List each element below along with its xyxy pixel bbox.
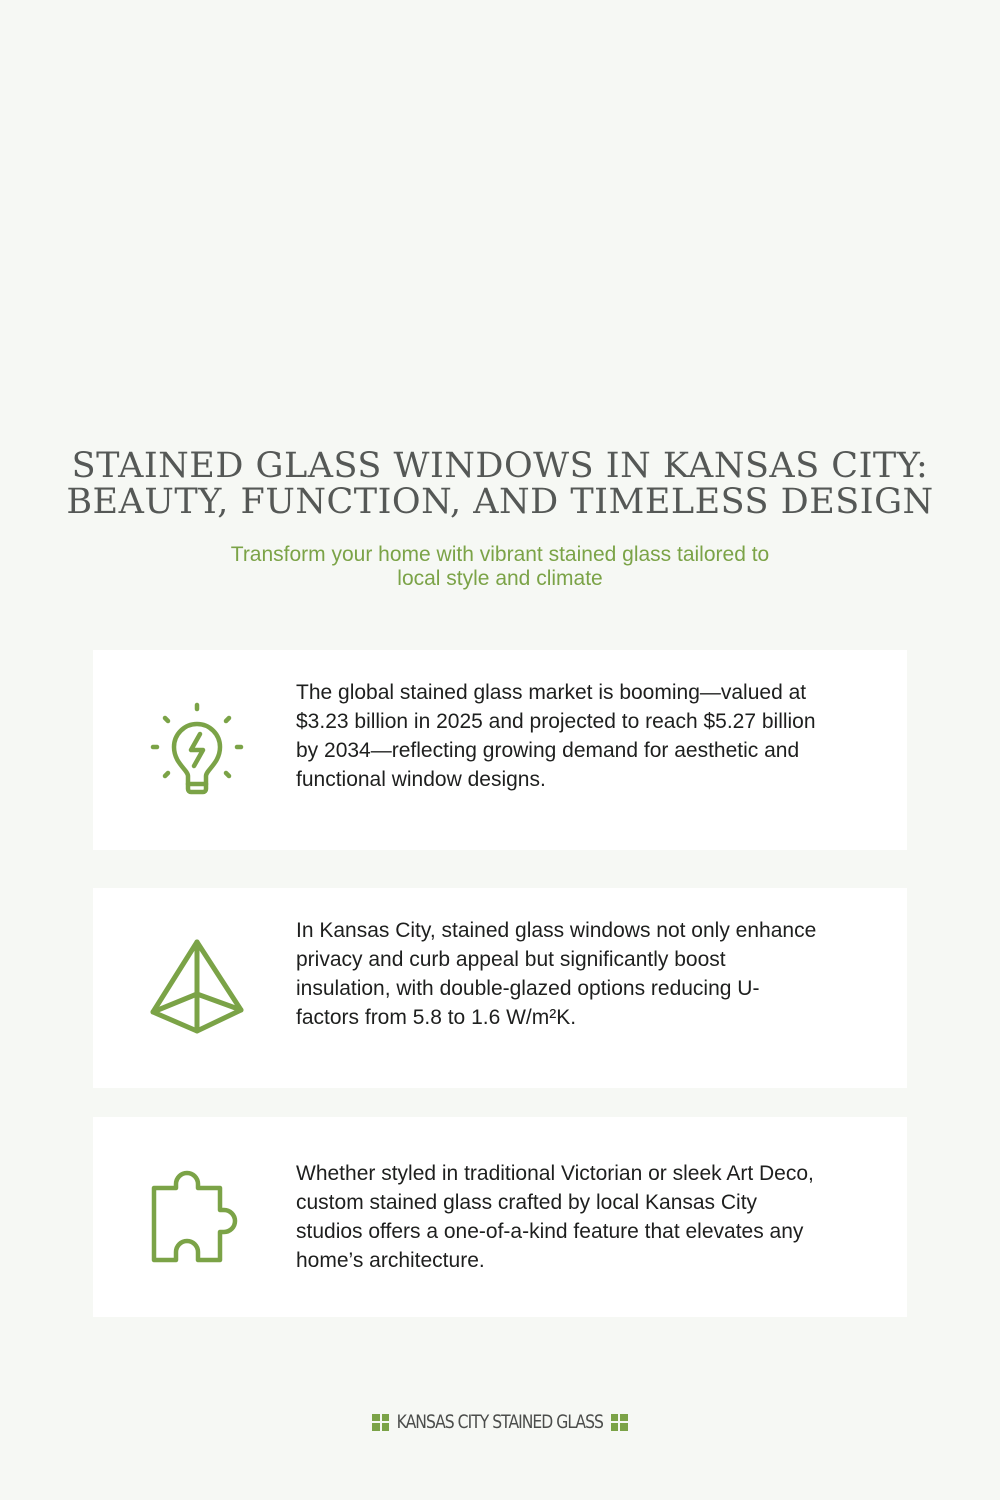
page-subtitle-line-1: Transform your home with vibrant stained glass tailored to [230,543,770,566]
info-card-design [93,1117,907,1317]
window-grid-icon [611,1414,628,1431]
window-grid-icon [372,1414,389,1431]
card-text: Whether styled in traditional Victorian or sleek Art Deco, custom stained glass crafted by local Kansas City studios offers a one-of-a-kind feature that elevates any home’s architecture. [296,1162,814,1272]
brand-name: KANSAS CITY STAINED GLASS [396,1411,604,1433]
puzzle-piece-icon [143,1163,251,1271]
page-title [60,448,940,520]
info-card-market [93,650,907,850]
card-text: In Kansas City, stained glass windows not only enhance privacy and curb appeal but significantly boost insulation, with double-glazed options reducing U-factors from 5.8 to 1.6 W/m²K. [296,919,817,1029]
brand-logo [0,1408,1000,1434]
info-card-insulation [93,888,907,1088]
page-subtitle [150,543,850,591]
page-subtitle-line-2: local style and climate [397,567,603,590]
pyramid-icon [143,934,251,1042]
page-title-line-2: BEAUTY, FUNCTION, AND TIMELESS DESIGN [66,482,934,522]
card-text: The global stained glass market is booming—valued at $3.23 billion in 2025 and projected to reach $5.27 billion by 2034—reflecting growing demand for aesthetic and functional window designs. [296,681,816,791]
lightbulb-icon [143,696,251,804]
page-title-line-1: STAINED GLASS WINDOWS IN KANSAS CITY: [71,446,929,486]
